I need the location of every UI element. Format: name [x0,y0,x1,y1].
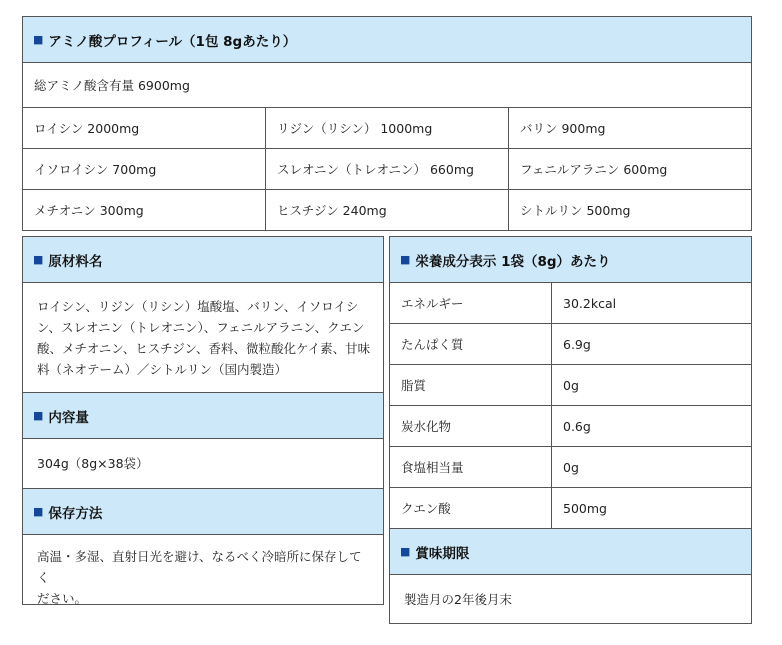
expiry-header [390,529,751,575]
storage-header [23,489,383,535]
nutrition-label: クエン酸 [390,488,552,528]
nutrition-row [390,488,751,529]
amino-profile-header [23,17,751,63]
nutrition-panel [389,236,752,624]
square-bullet-icon: ■ [33,253,44,266]
amino-profile-table [22,16,752,231]
square-bullet-icon: ■ [400,253,411,266]
nutrition-value: 0.6g [563,418,591,434]
contents-title: 内容量 [48,409,89,426]
amino-row [23,108,751,149]
storage-title: 保存方法 [48,505,103,522]
amino-profile-title: アミノ酸プロフィール（1包 8gあたり） [48,33,297,50]
amino-cell: スレオニン（トレオニン） 660mg [266,149,509,189]
expiry-section [390,575,751,623]
square-bullet-icon: ■ [33,505,44,518]
square-bullet-icon: ■ [33,33,44,46]
ingredients-header [23,237,383,283]
amino-row [23,190,751,230]
ingredients-line: 酸、メチオニン、ヒスチジン、香料、微粒酸化ケイ素、甘味 [37,341,371,356]
nutrition-label: 食塩相当量 [390,447,552,487]
expiry-value: 製造月の2年後月末 [404,591,512,607]
contents-header [23,393,383,439]
ingredients-line: 料（ネオテーム）／シトルリン（国内製造） [37,362,288,377]
ingredients-line: ロイシン、リジン（リシン）塩酸塩、バリン、イソロイシ [37,299,359,314]
ingredients-text [23,283,383,393]
nutrition-row [390,447,751,488]
nutrition-label: 脂質 [390,365,552,405]
nutrition-row [390,365,751,406]
amino-cell: ヒスチジン 240mg [266,190,509,230]
nutrition-row [390,406,751,447]
nutrition-value: 6.9g [563,336,591,352]
nutrition-row [390,324,751,365]
ingredients-line: ン、スレオニン（トレオニン）、フェニルアラニン、クエン [37,320,365,335]
nutrition-row [390,283,751,324]
storage-line: 高温・多湿、直射日光を避け、なるべく冷暗所に保存してく [37,549,362,585]
square-bullet-icon: ■ [33,409,44,422]
nutrition-value: 0g [563,377,579,393]
amino-cell: イソロイシン 700mg [23,149,266,189]
nutrition-value: 500mg [563,500,607,516]
storage-line: ださい。 [37,591,88,606]
storage-text [23,535,383,609]
nutrition-label: たんぱく質 [390,324,552,364]
nutrition-label: エネルギー [390,283,552,323]
contents-value: 304g（8g×38袋） [37,456,149,471]
amino-cell: シトルリン 500mg [520,203,631,218]
amino-total: 総アミノ酸含有量 6900mg [34,78,190,93]
square-bullet-icon: ■ [400,545,411,558]
amino-cell: フェニルアラニン 600mg [520,162,668,177]
amino-cell: メチオニン 300mg [23,190,266,230]
nutrition-label: 炭水化物 [390,406,552,446]
nutrition-value: 0g [563,459,579,475]
nutrition-header [390,237,751,283]
amino-total-row [23,63,751,108]
amino-cell: リジン（リシン） 1000mg [266,108,509,148]
contents-section [23,439,383,489]
amino-cell: ロイシン 2000mg [23,108,266,148]
amino-row [23,149,751,190]
expiry-title: 賞味期限 [415,545,470,562]
ingredients-title: 原材料名 [48,253,103,270]
nutrition-value: 30.2kcal [563,295,617,311]
info-left-panel [22,236,384,605]
nutrition-title: 栄養成分表示 1袋（8g）あたり [415,253,611,270]
amino-cell: バリン 900mg [520,121,606,136]
